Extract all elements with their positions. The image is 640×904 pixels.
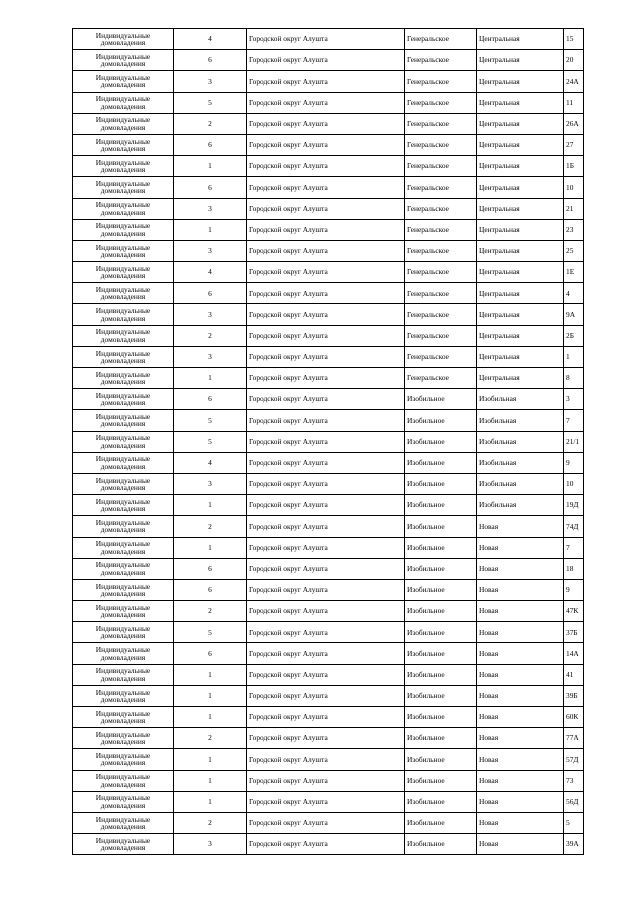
table-row (73, 516, 584, 537)
cell-house-number: 24А (564, 71, 584, 92)
cell-settlement: Генеральское (405, 325, 477, 346)
cell-building-type: Индивидуальные домовладения (73, 389, 174, 410)
cell-street: Новая (477, 749, 564, 770)
cell-count: 3 (174, 71, 247, 92)
cell-count: 1 (174, 791, 247, 812)
cell-municipality: Городской округ Алушта (247, 29, 405, 50)
cell-building-type: Индивидуальные домовладения (73, 622, 174, 643)
cell-street: Новая (477, 707, 564, 728)
cell-settlement: Изобильное (405, 516, 477, 537)
cell-street: Центральная (477, 198, 564, 219)
cell-count: 2 (174, 113, 247, 134)
cell-street: Центральная (477, 368, 564, 389)
cell-building-type: Индивидуальные домовладения (73, 770, 174, 791)
cell-street: Новая (477, 601, 564, 622)
cell-municipality: Городской округ Алушта (247, 431, 405, 452)
table-row (73, 134, 584, 155)
cell-building-type: Индивидуальные домовладения (73, 219, 174, 240)
cell-house-number: 1 (564, 346, 584, 367)
table-row (73, 812, 584, 833)
cell-house-number: 20 (564, 50, 584, 71)
cell-building-type: Индивидуальные домовладения (73, 134, 174, 155)
table-row (73, 834, 584, 855)
cell-house-number: 19Д (564, 495, 584, 516)
table-row (73, 728, 584, 749)
cell-building-type: Индивидуальные домовладения (73, 834, 174, 855)
cell-municipality: Городской округ Алушта (247, 664, 405, 685)
cell-building-type: Индивидуальные домовладения (73, 29, 174, 50)
address-table-body (73, 29, 584, 855)
cell-house-number: 10 (564, 473, 584, 494)
table-row (73, 410, 584, 431)
table-row (73, 749, 584, 770)
cell-house-number: 7 (564, 537, 584, 558)
cell-house-number: 14А (564, 643, 584, 664)
table-row (73, 558, 584, 579)
cell-settlement: Изобильное (405, 791, 477, 812)
table-row (73, 219, 584, 240)
cell-count: 6 (174, 389, 247, 410)
cell-street: Новая (477, 728, 564, 749)
cell-settlement: Генеральское (405, 134, 477, 155)
cell-municipality: Городской округ Алушта (247, 601, 405, 622)
table-row (73, 156, 584, 177)
cell-settlement: Изобильное (405, 728, 477, 749)
cell-municipality: Городской округ Алушта (247, 368, 405, 389)
cell-count: 5 (174, 622, 247, 643)
cell-street: Центральная (477, 134, 564, 155)
cell-building-type: Индивидуальные домовладения (73, 198, 174, 219)
cell-settlement: Изобильное (405, 749, 477, 770)
cell-street: Изобильная (477, 452, 564, 473)
cell-building-type: Индивидуальные домовладения (73, 685, 174, 706)
cell-count: 5 (174, 410, 247, 431)
cell-house-number: 39Б (564, 685, 584, 706)
table-row (73, 92, 584, 113)
cell-settlement: Изобильное (405, 770, 477, 791)
cell-count: 3 (174, 240, 247, 261)
table-row (73, 29, 584, 50)
table-row (73, 198, 584, 219)
table-row (73, 473, 584, 494)
cell-house-number: 9 (564, 579, 584, 600)
cell-municipality: Городской округ Алушта (247, 452, 405, 473)
table-row (73, 304, 584, 325)
cell-count: 4 (174, 452, 247, 473)
cell-building-type: Индивидуальные домовладения (73, 325, 174, 346)
table-row (73, 643, 584, 664)
cell-count: 2 (174, 601, 247, 622)
cell-house-number: 4 (564, 283, 584, 304)
cell-house-number: 60К (564, 707, 584, 728)
cell-building-type: Индивидуальные домовладения (73, 452, 174, 473)
cell-street: Изобильная (477, 473, 564, 494)
cell-count: 3 (174, 346, 247, 367)
cell-settlement: Генеральское (405, 50, 477, 71)
cell-count: 3 (174, 834, 247, 855)
table-row (73, 707, 584, 728)
cell-municipality: Городской округ Алушта (247, 219, 405, 240)
cell-house-number: 21 (564, 198, 584, 219)
cell-house-number: 10 (564, 177, 584, 198)
cell-settlement: Изобильное (405, 389, 477, 410)
cell-municipality: Городской округ Алушта (247, 558, 405, 579)
cell-street: Новая (477, 622, 564, 643)
cell-municipality: Городской округ Алушта (247, 728, 405, 749)
table-row (73, 346, 584, 367)
cell-street: Новая (477, 579, 564, 600)
cell-count: 6 (174, 283, 247, 304)
cell-count: 1 (174, 219, 247, 240)
cell-settlement: Генеральское (405, 240, 477, 261)
cell-street: Центральная (477, 325, 564, 346)
cell-building-type: Индивидуальные домовладения (73, 431, 174, 452)
cell-street: Новая (477, 664, 564, 685)
cell-municipality: Городской округ Алушта (247, 495, 405, 516)
cell-municipality: Городской округ Алушта (247, 240, 405, 261)
cell-street: Центральная (477, 262, 564, 283)
table-row (73, 283, 584, 304)
cell-street: Изобильная (477, 389, 564, 410)
cell-municipality: Городской округ Алушта (247, 516, 405, 537)
cell-count: 6 (174, 177, 247, 198)
cell-municipality: Городской округ Алушта (247, 325, 405, 346)
cell-municipality: Городской округ Алушта (247, 622, 405, 643)
cell-count: 3 (174, 304, 247, 325)
cell-count: 6 (174, 579, 247, 600)
cell-house-number: 47К (564, 601, 584, 622)
cell-building-type: Индивидуальные домовладения (73, 516, 174, 537)
address-table (72, 28, 584, 855)
cell-building-type: Индивидуальные домовладения (73, 262, 174, 283)
cell-street: Изобильная (477, 410, 564, 431)
table-row (73, 240, 584, 261)
cell-house-number: 56Д (564, 791, 584, 812)
cell-street: Центральная (477, 240, 564, 261)
cell-count: 2 (174, 325, 247, 346)
cell-house-number: 5 (564, 812, 584, 833)
cell-municipality: Городской округ Алушта (247, 92, 405, 113)
cell-settlement: Генеральское (405, 29, 477, 50)
cell-count: 1 (174, 707, 247, 728)
table-row (73, 71, 584, 92)
cell-building-type: Индивидуальные домовладения (73, 368, 174, 389)
cell-house-number: 1Б (564, 156, 584, 177)
cell-building-type: Индивидуальные домовладения (73, 728, 174, 749)
cell-settlement: Генеральское (405, 283, 477, 304)
cell-settlement: Изобильное (405, 495, 477, 516)
cell-street: Новая (477, 834, 564, 855)
cell-municipality: Городской округ Алушта (247, 791, 405, 812)
cell-settlement: Генеральское (405, 156, 477, 177)
cell-settlement: Изобильное (405, 834, 477, 855)
cell-settlement: Изобильное (405, 452, 477, 473)
cell-building-type: Индивидуальные домовладения (73, 664, 174, 685)
cell-building-type: Индивидуальные домовладения (73, 812, 174, 833)
table-row (73, 495, 584, 516)
cell-street: Новая (477, 643, 564, 664)
cell-building-type: Индивидуальные домовладения (73, 749, 174, 770)
table-row (73, 50, 584, 71)
cell-street: Центральная (477, 92, 564, 113)
cell-building-type: Индивидуальные домовладения (73, 113, 174, 134)
table-row (73, 177, 584, 198)
cell-house-number: 25 (564, 240, 584, 261)
cell-settlement: Генеральское (405, 262, 477, 283)
cell-building-type: Индивидуальные домовладения (73, 558, 174, 579)
table-row (73, 452, 584, 473)
table-row (73, 431, 584, 452)
table-row (73, 601, 584, 622)
table-row (73, 791, 584, 812)
cell-settlement: Изобильное (405, 601, 477, 622)
cell-house-number: 2Б (564, 325, 584, 346)
cell-settlement: Генеральское (405, 92, 477, 113)
cell-municipality: Городской округ Алушта (247, 749, 405, 770)
cell-house-number: 37Б (564, 622, 584, 643)
cell-settlement: Генеральское (405, 304, 477, 325)
cell-settlement: Изобильное (405, 664, 477, 685)
cell-settlement: Генеральское (405, 219, 477, 240)
cell-building-type: Индивидуальные домовладения (73, 643, 174, 664)
cell-count: 1 (174, 664, 247, 685)
cell-house-number: 21/1 (564, 431, 584, 452)
cell-house-number: 74Д (564, 516, 584, 537)
cell-municipality: Городской округ Алушта (247, 537, 405, 558)
cell-municipality: Городской округ Алушта (247, 685, 405, 706)
cell-settlement: Изобильное (405, 643, 477, 664)
cell-settlement: Генеральское (405, 71, 477, 92)
table-row (73, 664, 584, 685)
cell-street: Новая (477, 558, 564, 579)
cell-street: Центральная (477, 219, 564, 240)
cell-municipality: Городской округ Алушта (247, 389, 405, 410)
cell-street: Центральная (477, 29, 564, 50)
cell-building-type: Индивидуальные домовладения (73, 71, 174, 92)
cell-building-type: Индивидуальные домовладения (73, 579, 174, 600)
cell-house-number: 77А (564, 728, 584, 749)
cell-settlement: Изобильное (405, 410, 477, 431)
cell-count: 1 (174, 770, 247, 791)
cell-street: Центральная (477, 283, 564, 304)
cell-settlement: Изобильное (405, 707, 477, 728)
cell-house-number: 23 (564, 219, 584, 240)
cell-count: 1 (174, 156, 247, 177)
cell-building-type: Индивидуальные домовладения (73, 410, 174, 431)
cell-count: 6 (174, 134, 247, 155)
cell-building-type: Индивидуальные домовладения (73, 177, 174, 198)
cell-building-type: Индивидуальные домовладения (73, 50, 174, 71)
table-row (73, 113, 584, 134)
cell-settlement: Изобильное (405, 685, 477, 706)
cell-settlement: Изобильное (405, 431, 477, 452)
cell-building-type: Индивидуальные домовладения (73, 473, 174, 494)
cell-settlement: Генеральское (405, 198, 477, 219)
cell-building-type: Индивидуальные домовладения (73, 240, 174, 261)
cell-street: Новая (477, 791, 564, 812)
cell-count: 2 (174, 728, 247, 749)
cell-street: Новая (477, 516, 564, 537)
table-row (73, 770, 584, 791)
cell-settlement: Изобильное (405, 473, 477, 494)
cell-settlement: Генеральское (405, 177, 477, 198)
cell-house-number: 7 (564, 410, 584, 431)
cell-building-type: Индивидуальные домовладения (73, 156, 174, 177)
cell-building-type: Индивидуальные домовладения (73, 707, 174, 728)
table-row (73, 685, 584, 706)
cell-building-type: Индивидуальные домовладения (73, 346, 174, 367)
cell-count: 1 (174, 495, 247, 516)
table-row (73, 537, 584, 558)
cell-house-number: 18 (564, 558, 584, 579)
cell-municipality: Городской округ Алушта (247, 156, 405, 177)
cell-municipality: Городской округ Алушта (247, 304, 405, 325)
cell-settlement: Изобильное (405, 579, 477, 600)
cell-street: Новая (477, 812, 564, 833)
cell-municipality: Городской округ Алушта (247, 50, 405, 71)
cell-house-number: 73 (564, 770, 584, 791)
table-row (73, 368, 584, 389)
cell-street: Центральная (477, 113, 564, 134)
cell-municipality: Городской округ Алушта (247, 346, 405, 367)
cell-count: 4 (174, 29, 247, 50)
table-row (73, 389, 584, 410)
cell-municipality: Городской округ Алушта (247, 473, 405, 494)
cell-street: Центральная (477, 156, 564, 177)
cell-street: Изобильная (477, 431, 564, 452)
cell-count: 1 (174, 749, 247, 770)
cell-settlement: Генеральское (405, 113, 477, 134)
cell-house-number: 1Е (564, 262, 584, 283)
cell-municipality: Городской округ Алушта (247, 262, 405, 283)
cell-building-type: Индивидуальные домовладения (73, 537, 174, 558)
cell-house-number: 9 (564, 452, 584, 473)
cell-count: 6 (174, 558, 247, 579)
cell-street: Центральная (477, 304, 564, 325)
cell-municipality: Городской округ Алушта (247, 834, 405, 855)
table-row (73, 325, 584, 346)
cell-building-type: Индивидуальные домовладения (73, 601, 174, 622)
cell-municipality: Городской округ Алушта (247, 134, 405, 155)
cell-street: Новая (477, 685, 564, 706)
cell-municipality: Городской округ Алушта (247, 579, 405, 600)
cell-count: 3 (174, 473, 247, 494)
cell-house-number: 39А (564, 834, 584, 855)
cell-building-type: Индивидуальные домовладения (73, 495, 174, 516)
cell-municipality: Городской округ Алушта (247, 410, 405, 431)
cell-count: 5 (174, 92, 247, 113)
cell-street: Центральная (477, 71, 564, 92)
cell-building-type: Индивидуальные домовладения (73, 304, 174, 325)
cell-street: Центральная (477, 346, 564, 367)
cell-municipality: Городской округ Алушта (247, 177, 405, 198)
cell-settlement: Изобильное (405, 558, 477, 579)
cell-street: Новая (477, 770, 564, 791)
cell-count: 1 (174, 685, 247, 706)
cell-house-number: 27 (564, 134, 584, 155)
cell-count: 6 (174, 50, 247, 71)
cell-settlement: Изобильное (405, 812, 477, 833)
cell-street: Центральная (477, 177, 564, 198)
cell-count: 1 (174, 368, 247, 389)
cell-count: 3 (174, 198, 247, 219)
cell-street: Центральная (477, 50, 564, 71)
cell-house-number: 3 (564, 389, 584, 410)
cell-count: 5 (174, 431, 247, 452)
cell-municipality: Городской округ Алушта (247, 71, 405, 92)
cell-municipality: Городской округ Алушта (247, 283, 405, 304)
cell-settlement: Изобильное (405, 622, 477, 643)
cell-municipality: Городской округ Алушта (247, 707, 405, 728)
cell-street: Изобильная (477, 495, 564, 516)
cell-count: 2 (174, 516, 247, 537)
cell-house-number: 41 (564, 664, 584, 685)
cell-count: 2 (174, 812, 247, 833)
cell-municipality: Городской округ Алушта (247, 812, 405, 833)
cell-building-type: Индивидуальные домовладения (73, 92, 174, 113)
cell-building-type: Индивидуальные домовладения (73, 791, 174, 812)
cell-municipality: Городской округ Алушта (247, 198, 405, 219)
cell-house-number: 9А (564, 304, 584, 325)
cell-count: 4 (174, 262, 247, 283)
cell-settlement: Изобильное (405, 537, 477, 558)
cell-settlement: Генеральское (405, 368, 477, 389)
cell-settlement: Генеральское (405, 346, 477, 367)
cell-house-number: 11 (564, 92, 584, 113)
cell-municipality: Городской округ Алушта (247, 113, 405, 134)
table-row (73, 262, 584, 283)
table-row (73, 622, 584, 643)
cell-house-number: 57Д (564, 749, 584, 770)
cell-count: 1 (174, 537, 247, 558)
cell-municipality: Городской округ Алушта (247, 770, 405, 791)
cell-house-number: 15 (564, 29, 584, 50)
cell-street: Новая (477, 537, 564, 558)
cell-building-type: Индивидуальные домовладения (73, 283, 174, 304)
table-row (73, 579, 584, 600)
cell-count: 6 (174, 643, 247, 664)
cell-house-number: 8 (564, 368, 584, 389)
cell-municipality: Городской округ Алушта (247, 643, 405, 664)
cell-house-number: 26А (564, 113, 584, 134)
